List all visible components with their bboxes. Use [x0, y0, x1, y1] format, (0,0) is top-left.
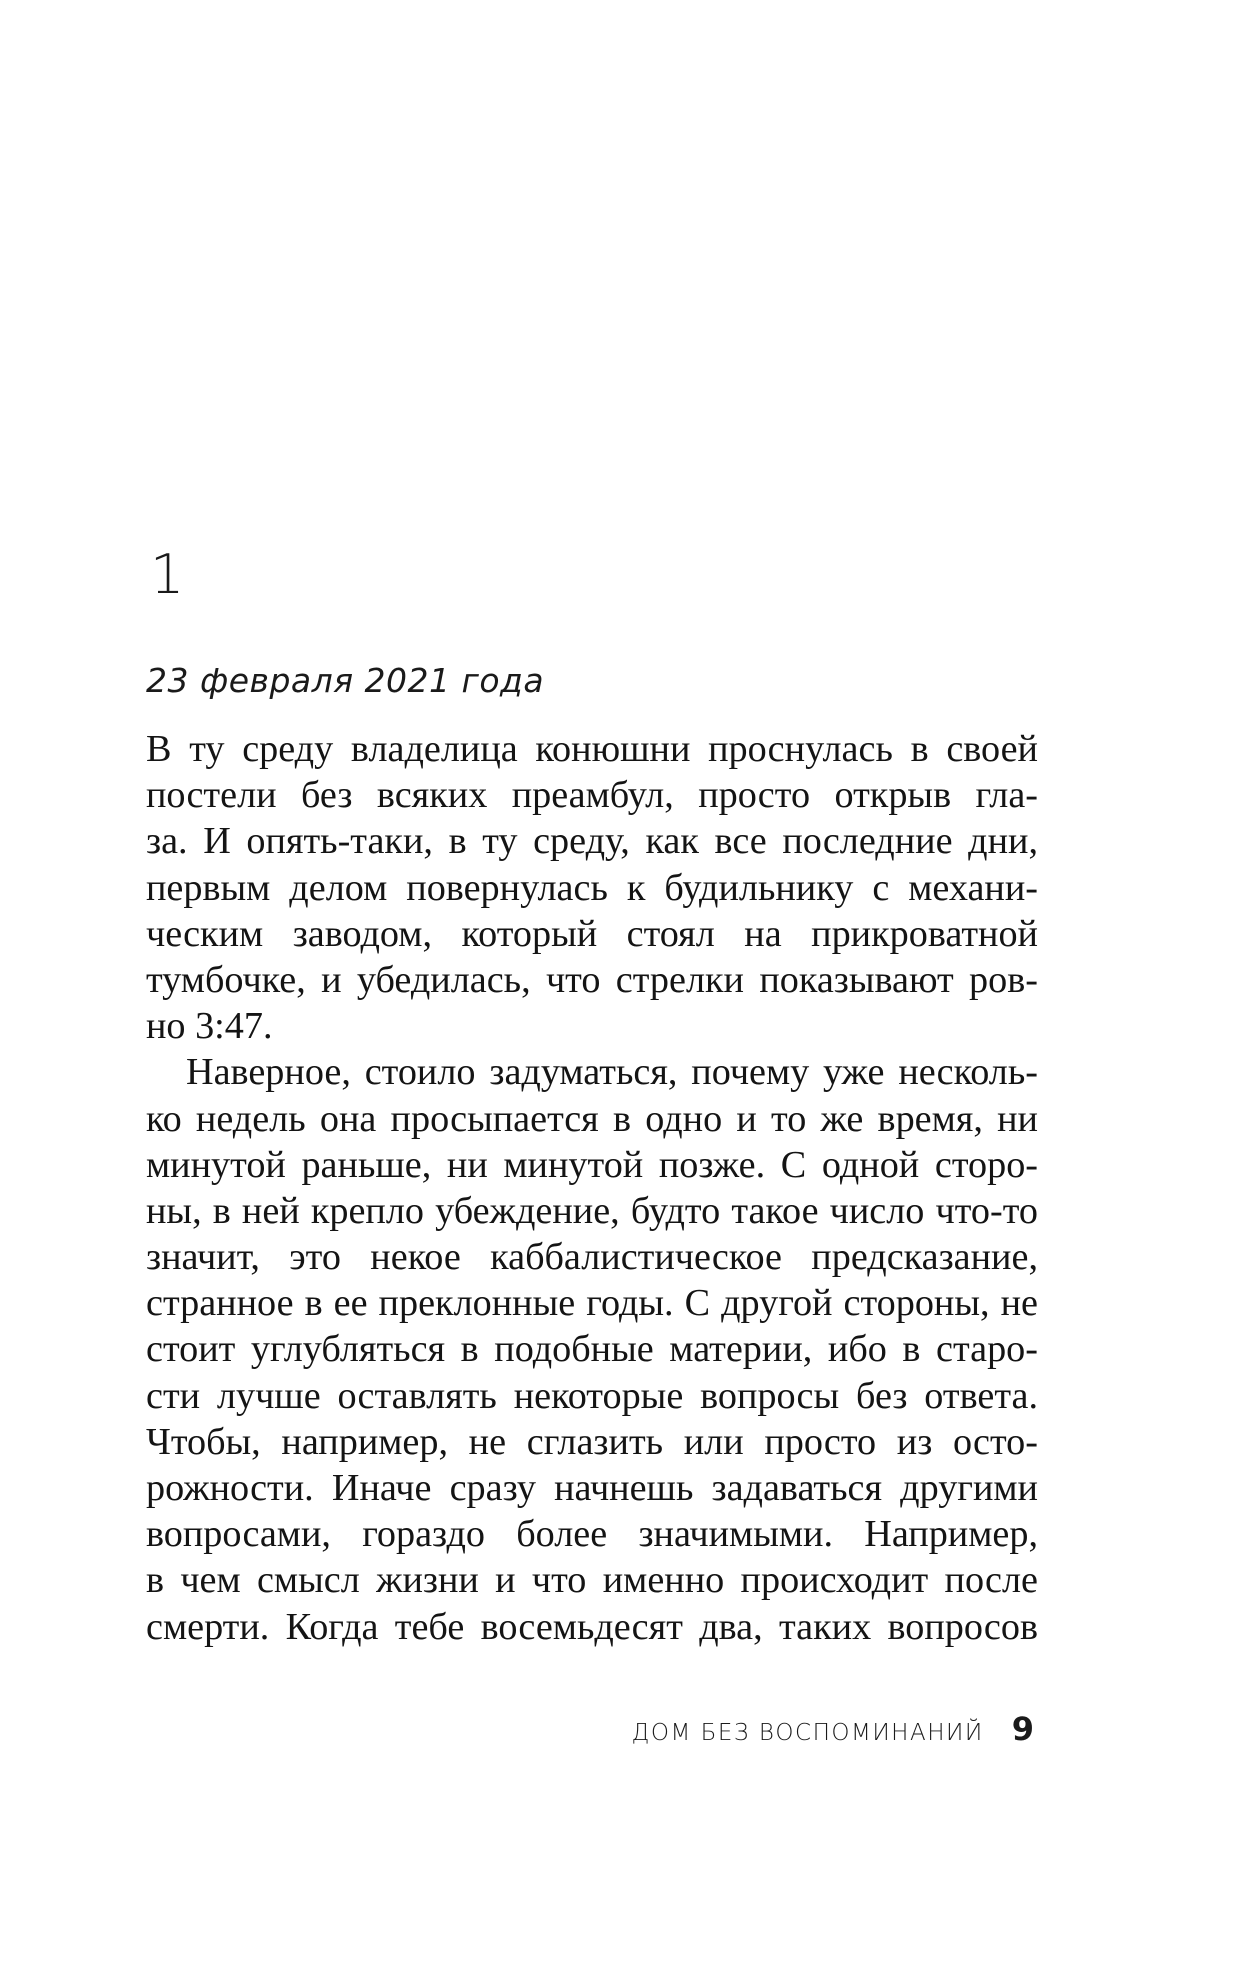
text-line: странное в ее преклонные годы. С другой стороны, не — [146, 1282, 1038, 1325]
text-line: вопросами, гораздо более значимыми. Например, — [146, 1513, 1038, 1556]
text-line: В ту среду владелица конюшни проснулась в своей — [146, 728, 1038, 770]
text-line: минутой раньше, ни минутой позже. С одной сторо- — [146, 1143, 1038, 1186]
text-line: за. И опять-таки, в ту среду, как все последние дни, — [146, 820, 1038, 863]
text-line: Наверное, стоило задуматься, почему уже несколь- — [186, 1051, 1038, 1094]
running-title: ДОМ БЕЗ ВОСПОМИНАНИЙ — [631, 1720, 984, 1746]
text-line: рожности. Иначе сразу начнешь задаваться другими — [146, 1467, 1038, 1509]
chapter-number: 1 — [150, 543, 185, 606]
text-line: ко недель она просыпается в одно и то же время, ни — [146, 1097, 1038, 1140]
text-line: ческим заводом, который стоял на прикроватной — [146, 912, 1038, 955]
text-line: стоит углубляться в подобные материи, ибо в старо- — [146, 1328, 1038, 1371]
body-text — [146, 726, 1038, 1650]
page-number: 9 — [1011, 1710, 1034, 1748]
text-line: в чем смысл жизни и что именно происходит после — [146, 1559, 1038, 1602]
text-line: первым делом повернулась к будильнику с механи- — [146, 866, 1038, 909]
text-line: Чтобы, например, не сглазить или просто из осто- — [146, 1420, 1038, 1463]
text-line: значит, это некое каббалистическое предсказание, — [146, 1236, 1038, 1279]
text-line: постели без всяких преамбул, просто открыв гла- — [146, 774, 1038, 817]
text-line: ны, в ней крепло убеждение, будто такое число что-то — [146, 1189, 1038, 1232]
page-footer — [631, 1710, 1034, 1748]
text-line: но 3:47. — [146, 1005, 273, 1048]
text-line: тумбочке, и убедилась, что стрелки показывают ров- — [146, 958, 1038, 1001]
chapter-date: 23 февраля 2021 года — [146, 661, 545, 700]
text-line: сти лучше оставлять некоторые вопросы без ответа. — [146, 1374, 1038, 1417]
text-line: смерти. Когда тебе восемьдесят два, таких вопросов — [146, 1605, 1038, 1648]
